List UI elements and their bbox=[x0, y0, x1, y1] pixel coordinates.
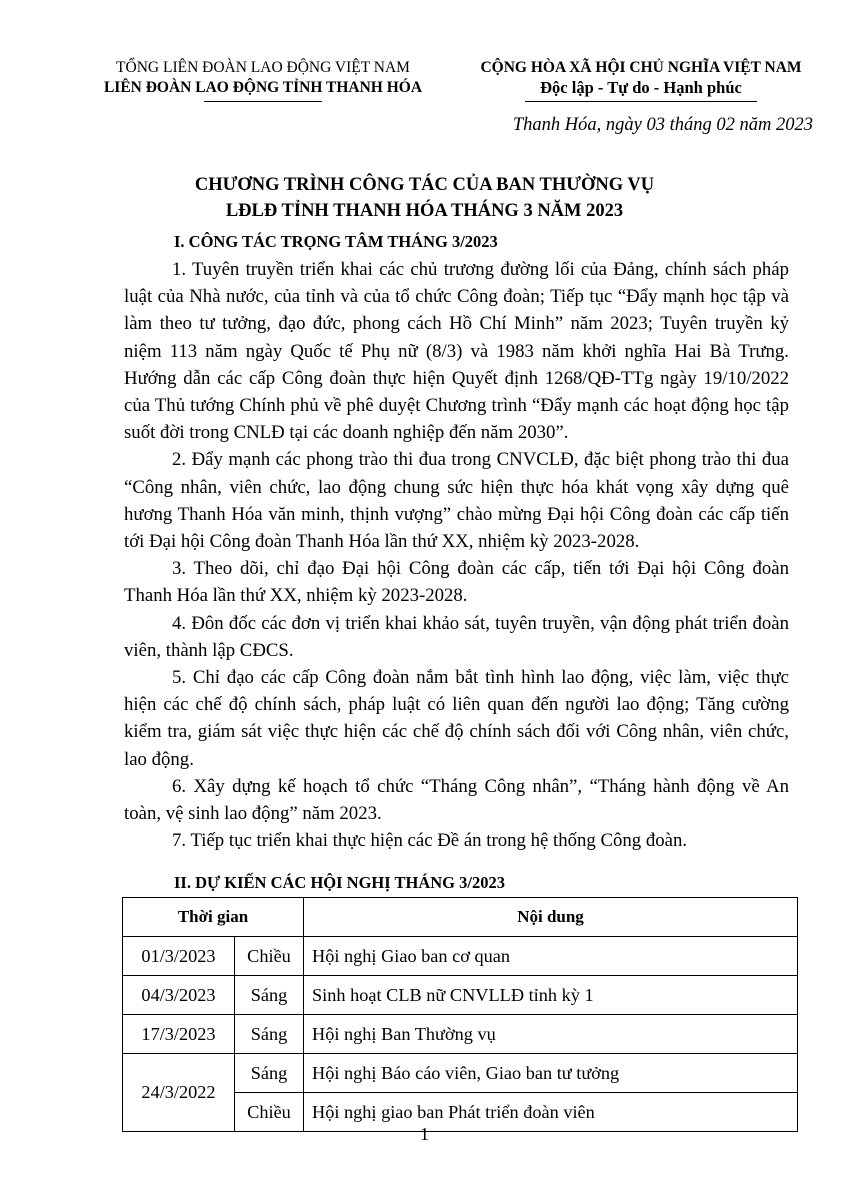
row-session: Sáng bbox=[235, 976, 304, 1015]
table-row bbox=[123, 937, 798, 976]
table-row bbox=[123, 976, 798, 1015]
row-content: Hội nghị giao ban Phát triển đoàn viên bbox=[304, 1093, 798, 1132]
section-2-heading: II. DỰ KIẾN CÁC HỘI NGHỊ THÁNG 3/2023 bbox=[174, 873, 505, 892]
row-date: 17/3/2023 bbox=[123, 1015, 235, 1054]
meeting-schedule-table bbox=[122, 897, 798, 1132]
row-date: 01/3/2023 bbox=[123, 937, 235, 976]
task-item-4: 4. Đôn đốc các đơn vị triển khai khảo sát, tuyên truyền, vận động phát triển đoàn viên, thành lập CĐCS. bbox=[124, 612, 789, 661]
header-time: Thời gian bbox=[123, 898, 304, 937]
row-session: Sáng bbox=[235, 1015, 304, 1054]
row-session: Chiều bbox=[235, 937, 304, 976]
task-item-5: 5. Chỉ đạo các cấp Công đoàn nắm bắt tình hình lao động, việc làm, việc thực hiện các chế độ chính sách, pháp luật có liên quan đến người lao động; Tăng cường kiểm tra, giám sát việc thực hiện các chế độ chính sách đối với Công nhân, viên chức, lao động. bbox=[124, 667, 789, 770]
row-content: Hội nghị Ban Thường vụ bbox=[304, 1015, 798, 1054]
national-motto: Độc lập - Tự do - Hạnh phúc bbox=[540, 78, 742, 97]
row-session: Sáng bbox=[235, 1054, 304, 1093]
motto-underline bbox=[525, 101, 757, 102]
country-name: CỘNG HÒA XÃ HỘI CHỦ NGHĨA VIỆT NAM bbox=[480, 59, 802, 76]
row-session: Chiều bbox=[235, 1093, 304, 1132]
section-1-body bbox=[124, 256, 789, 854]
task-item-1: 1. Tuyên truyền triển khai các chủ trương đường lối của Đảng, chính sách pháp luật của Nhà nước, của tỉnh và của tổ chức Công đoàn; Tiếp tục “Đẩy mạnh học tập và làm theo tư tưởng, đạo đức, phong cách Hồ Chí Minh” năm 2023; Tuyên truyền kỷ niệm 113 năm ngày Quốc tế Phụ nữ (8/3) và 1983 năm khởi nghĩa Hai Bà Trưng. Hướng dẫn các cấp Công đoàn thực hiện Quyết định 1268/QĐ-TTg ngày 19/10/2022 của Thủ tướng Chính phủ về phê duyệt Chương trình “Đẩy mạnh các hoạt động học tập suốt đời trong CNLĐ tại các doanh nghiệp đến năm 2030”. bbox=[124, 259, 789, 444]
title-line-1: CHƯƠNG TRÌNH CÔNG TÁC CỦA BAN THƯỜNG VỤ bbox=[194, 175, 655, 195]
table-row bbox=[123, 1015, 798, 1054]
document-title bbox=[0, 172, 849, 224]
task-item-7: 7. Tiếp tục triển khai thực hiện các Đề án trong hệ thống Công đoàn. bbox=[172, 830, 688, 852]
task-item-2: 2. Đẩy mạnh các phong trào thi đua trong CNVCLĐ, đặc biệt phong trào thi đua “Công nhân, viên chức, lao động chung sức hiện thực hóa khát vọng xây dựng quê hương Thanh Hóa văn minh, thịnh vượng” chào mừng Đại hội Công đoàn các cấp tiến tới Đại hội Công đoàn Thanh Hóa lần thứ XX, nhiệm kỳ 2023-2028. bbox=[124, 449, 789, 553]
national-heading bbox=[456, 58, 826, 102]
section-1-heading: I. CÔNG TÁC TRỌNG TÂM THÁNG 3/2023 bbox=[174, 232, 498, 251]
title-line-2: LĐLĐ TỈNH THANH HÓA THÁNG 3 NĂM 2023 bbox=[225, 201, 624, 221]
row-content: Hội nghị Báo cáo viên, Giao ban tư tưởng bbox=[304, 1054, 798, 1093]
issuer-block bbox=[78, 58, 448, 102]
task-item-3: 3. Theo dõi, chỉ đạo Đại hội Công đoàn các cấp, tiến tới Đại hội Công đoàn Thanh Hóa lần thứ XX, nhiệm kỳ 2023-2028. bbox=[124, 558, 789, 607]
task-item-6: 6. Xây dựng kế hoạch tổ chức “Tháng Công nhân”, “Tháng hành động về An toàn, vệ sinh lao động” năm 2023. bbox=[124, 775, 789, 825]
table-row bbox=[123, 1054, 798, 1093]
row-date: 24/3/2022 bbox=[123, 1054, 235, 1132]
row-content: Hội nghị Giao ban cơ quan bbox=[304, 937, 798, 976]
issuer-org: LIÊN ĐOÀN LAO ĐỘNG TỈNH THANH HÓA bbox=[103, 79, 423, 96]
place-date: Thanh Hóa, ngày 03 tháng 02 năm 2023 bbox=[512, 115, 813, 135]
issuer-parent-org: TỔNG LIÊN ĐOÀN LAO ĐỘNG VIỆT NAM bbox=[116, 59, 410, 76]
row-content: Sinh hoạt CLB nữ CNVLLĐ tỉnh kỳ 1 bbox=[304, 976, 798, 1015]
row-date: 04/3/2023 bbox=[123, 976, 235, 1015]
header-content: Nội dung bbox=[304, 898, 798, 937]
issuer-underline bbox=[204, 101, 322, 102]
page-number: 1 bbox=[420, 1124, 429, 1144]
table-header-row bbox=[123, 898, 798, 937]
